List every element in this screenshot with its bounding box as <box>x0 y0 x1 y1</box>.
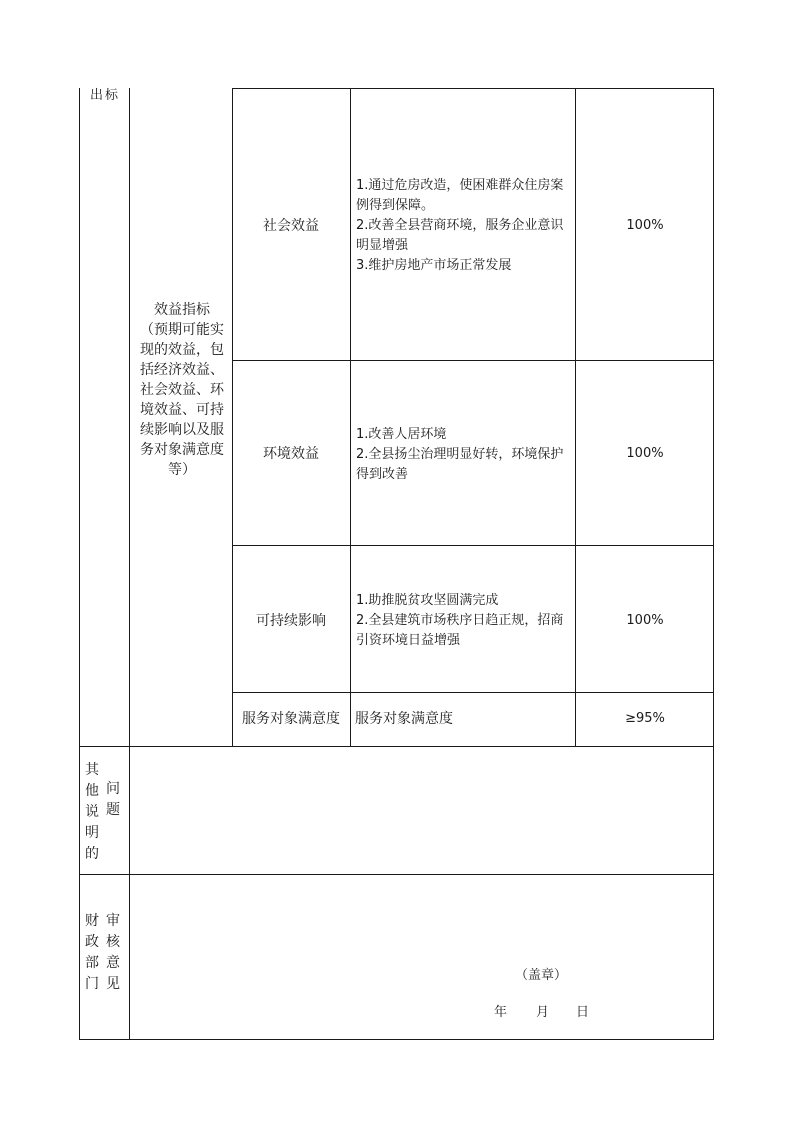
row-divider-1 <box>232 360 714 361</box>
other-issues-label-right <box>105 779 121 821</box>
row-detail-satisfaction: 服务对象满意度 <box>355 711 453 727</box>
row-detail-sustainability-2: 2.全县建筑市场秩序日趋正规，招商引资环境日益增强 <box>356 613 564 648</box>
table-border-right <box>713 88 714 1040</box>
row-category-satisfaction: 服务对象满意度 <box>242 711 340 727</box>
row-category-social: 社会效益 <box>263 218 319 234</box>
row-value-social: 100% <box>626 218 664 233</box>
date-month: 月 <box>536 1005 550 1020</box>
other-issues-label-right-text: 问题 <box>106 781 120 818</box>
table-border-bottom <box>79 1039 714 1040</box>
row-category-sustainability: 可持续影响 <box>256 613 326 629</box>
row-value-sustainability: 100% <box>626 613 664 628</box>
header-label: 出标 <box>90 88 121 103</box>
section-divider-other <box>79 746 714 747</box>
row-divider-2 <box>232 545 714 546</box>
row-detail-social-1: 1.通过危房改造，使困难群众住房案例得到保障。 <box>356 178 564 213</box>
divider-label-column <box>129 88 130 1040</box>
finance-review-label-right <box>105 911 121 995</box>
table-border-left <box>79 88 80 1040</box>
row-detail-environment-2: 2.全县扬尘治理明显好转，环境保护得到改善 <box>356 447 564 482</box>
row-detail-sustainability-1: 1.助推脱贫攻坚圆满完成 <box>356 593 499 608</box>
row-detail-environment-1: 1.改善人居环境 <box>356 427 447 442</box>
finance-review-label-right-text: 审核意见 <box>106 913 120 992</box>
divider-indicator-column <box>232 88 233 746</box>
seal-label: （盖章） <box>515 968 568 983</box>
date-year: 年 <box>494 1005 508 1020</box>
row-detail-social-3: 3.维护房地产市场正常发展 <box>356 258 512 273</box>
row-value-satisfaction: ≥95% <box>625 711 665 726</box>
benefit-indicator-title: 效益指标 <box>154 302 210 318</box>
divider-category-column <box>350 88 351 746</box>
row-detail-social-2: 2.改善全县营商环境，服务企业意识明显增强 <box>356 218 564 253</box>
divider-detail-column <box>575 88 576 746</box>
row-category-environment: 环境效益 <box>263 446 319 462</box>
other-issues-label-left <box>84 760 100 865</box>
date-day: 日 <box>576 1005 590 1020</box>
row-divider-3 <box>232 692 714 693</box>
finance-review-label-left-text: 财政部门 <box>85 913 99 992</box>
benefit-indicator-description: （预期可能实现的效益，包括经济效益、社会效益、环境效益、可持续影响以及服务对象满意度等） <box>140 322 224 478</box>
finance-review-label-left <box>84 911 100 995</box>
section-divider-finance <box>79 874 714 875</box>
row-value-environment: 100% <box>626 446 664 461</box>
other-issues-label-left-text: 其他说明的 <box>85 762 99 862</box>
row-top-line <box>232 88 714 89</box>
